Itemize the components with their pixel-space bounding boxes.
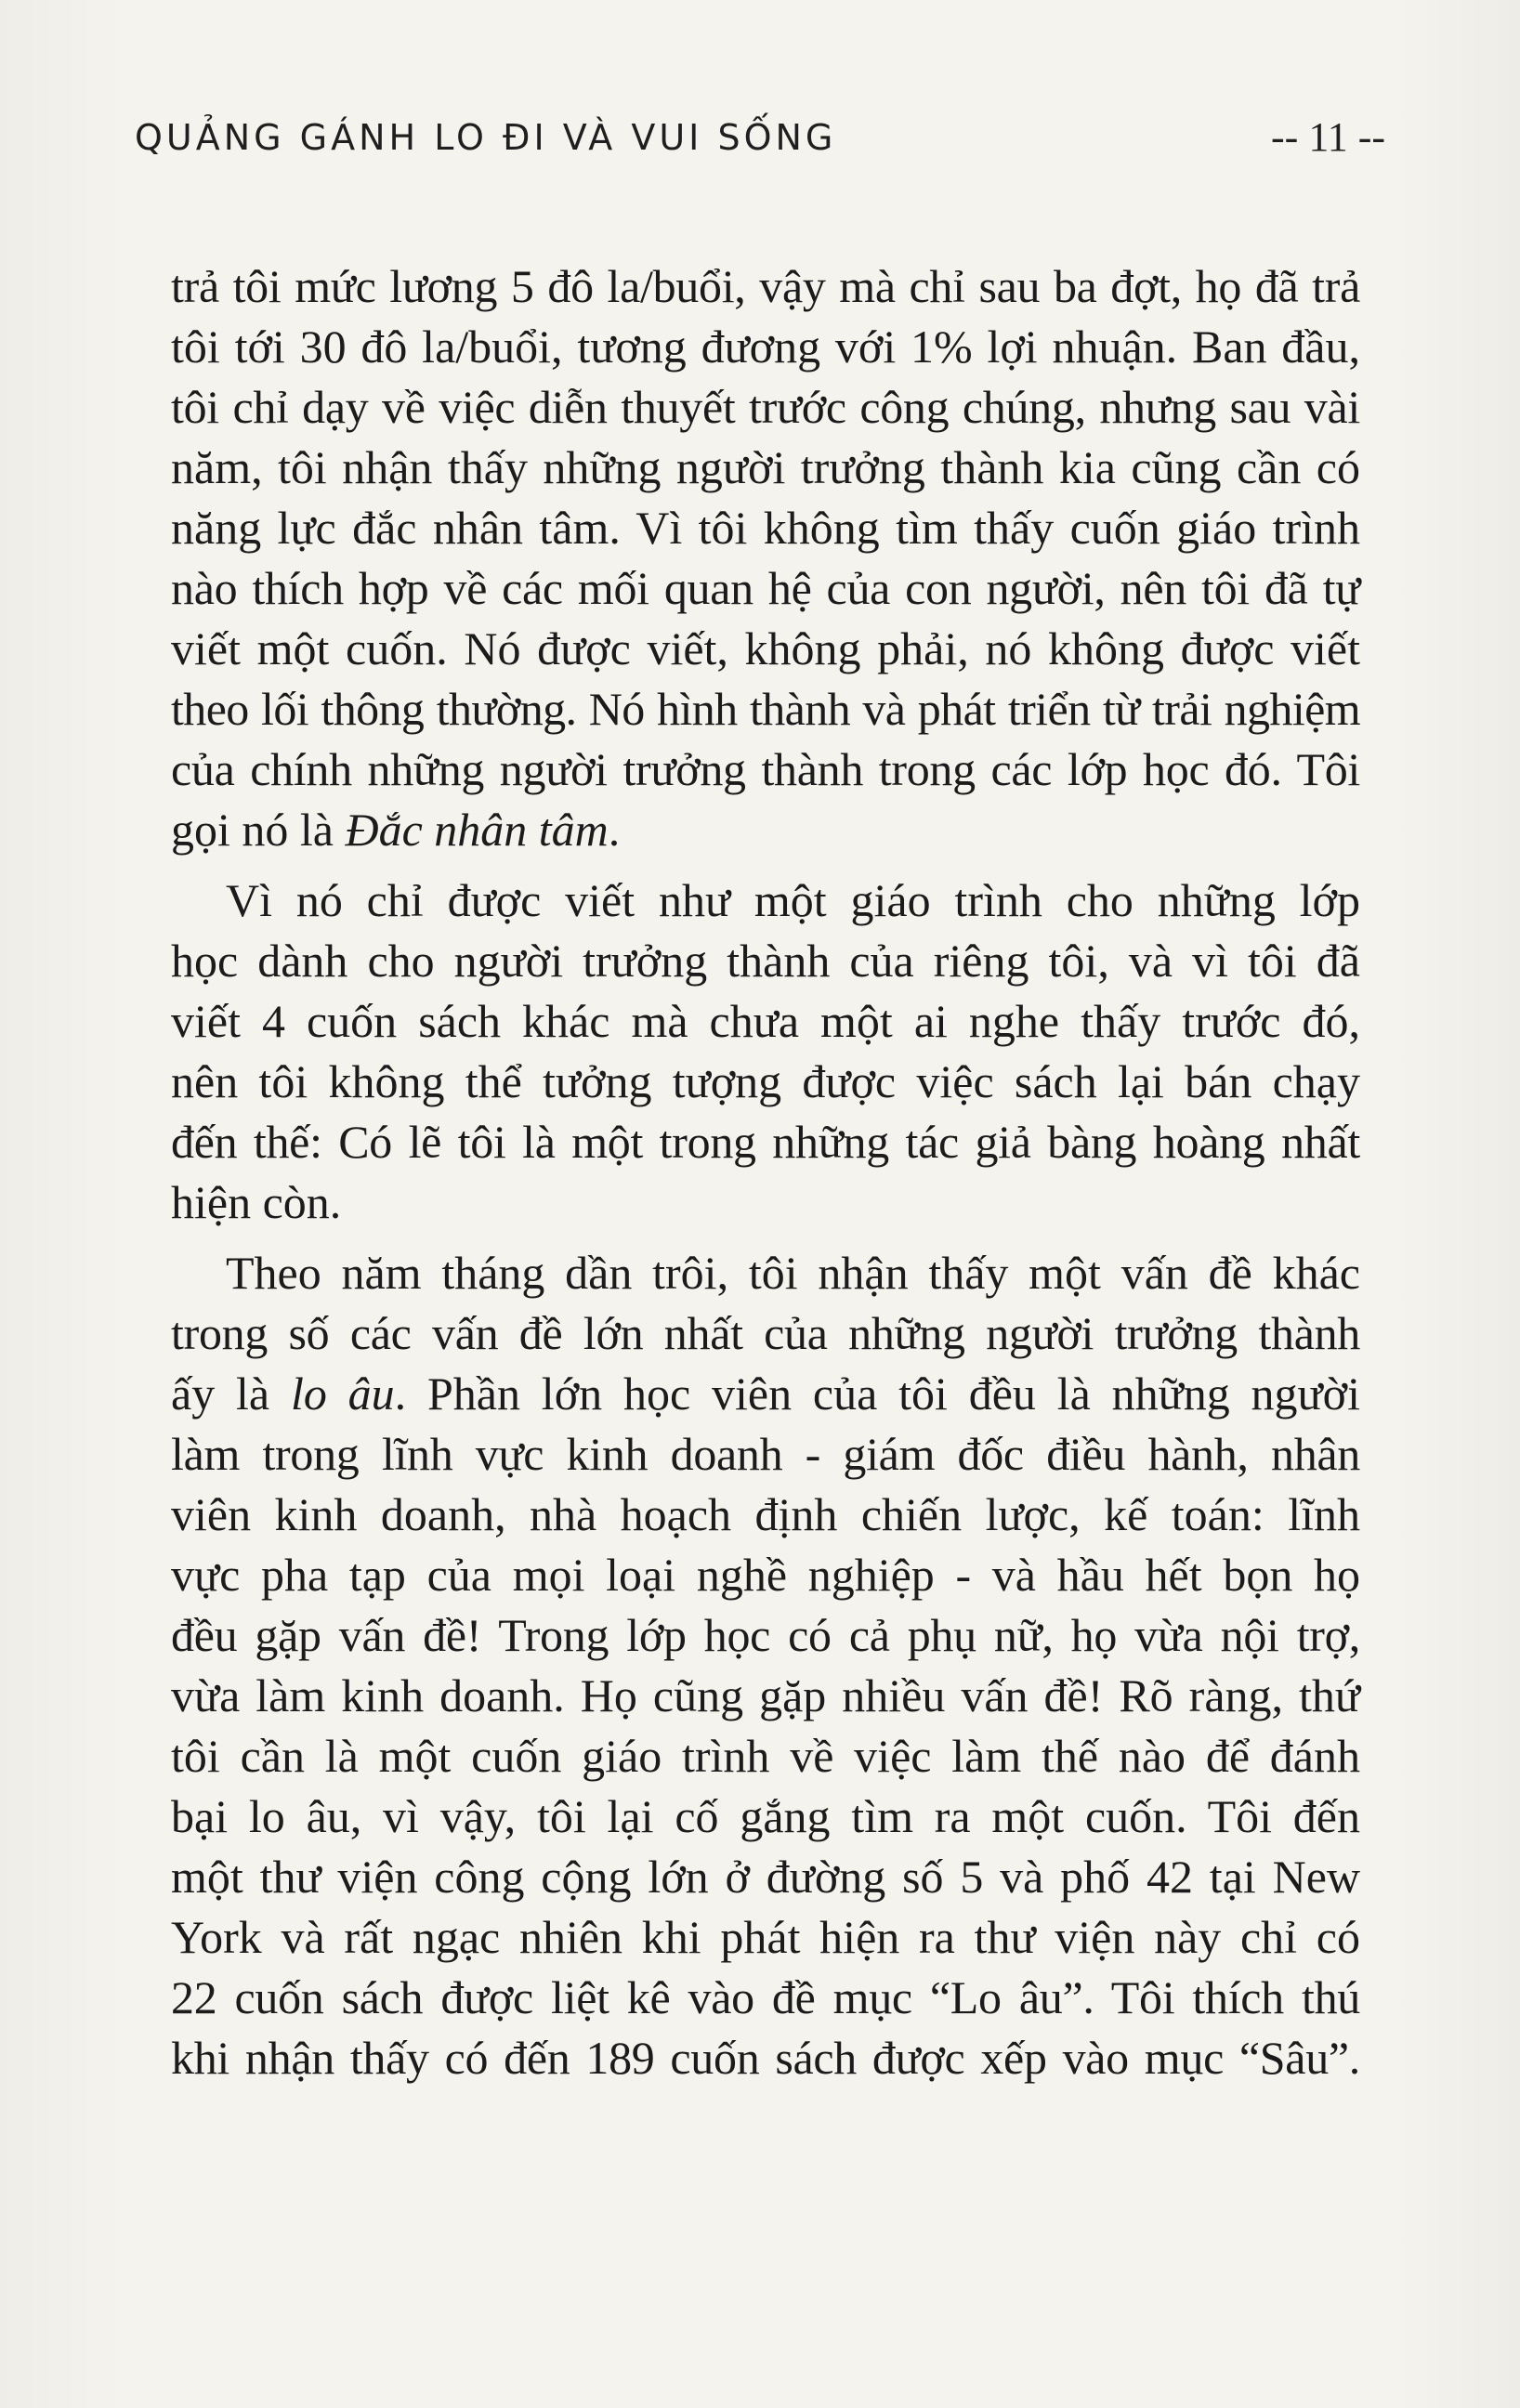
text-line: học dành cho người trưởng thành của riêng tôi, và vì tôi đã <box>171 935 1360 987</box>
text-line: 22 cuốn sách được liệt kê vào đề mục “Lo âu”. Tôi thích thú <box>171 1971 1360 2023</box>
paragraph-1 <box>171 256 1360 860</box>
text-line: tôi chỉ dạy về việc diễn thuyết trước công chúng, nhưng sau vài <box>171 381 1360 433</box>
text-line: một thư viện công cộng lớn ở đường số 5 và phố 42 tại New <box>171 1851 1360 1903</box>
text-line: vừa làm kinh doanh. Họ cũng gặp nhiều vấn đề! Rõ ràng, thứ <box>171 1669 1360 1721</box>
text-line: bại lo âu, vì vậy, tôi lại cố gắng tìm ra một cuốn. Tôi đến <box>171 1790 1360 1842</box>
text-fragment: . Phần lớn học viên của tôi đều là những người <box>394 1368 1360 1420</box>
text-line: năng lực đắc nhân tâm. Vì tôi không tìm thấy cuốn giáo trình <box>171 502 1360 554</box>
text-fragment: ấy là <box>171 1368 291 1420</box>
text-line: Theo năm tháng dần trôi, tôi nhận thấy một vấn đề khác <box>226 1247 1360 1299</box>
text-line: tôi tới 30 đô la/buổi, tương đương với 1% lợi nhuận. Ban đầu, <box>171 321 1360 373</box>
text-line: của chính những người trưởng thành trong các lớp học đó. Tôi <box>171 743 1360 795</box>
text-line: vực pha tạp của mọi loại nghề nghiệp - và hầu hết bọn họ <box>171 1549 1360 1601</box>
text-line: viết một cuốn. Nó được viết, không phải, nó không được viết <box>171 622 1360 674</box>
italic-book-title: Đắc nhân tâm <box>345 804 609 856</box>
text-line <box>171 800 1360 860</box>
text-line: nên tôi không thể tưởng tượng được việc sách lại bán chạy <box>171 1055 1360 1107</box>
text-line: làm trong lĩnh vực kinh doanh - giám đốc điều hành, nhân <box>171 1428 1360 1480</box>
text-line <box>171 1364 1360 1424</box>
text-line: viên kinh doanh, nhà hoạch định chiến lược, kế toán: lĩnh <box>171 1488 1360 1540</box>
body-text <box>171 256 1360 2099</box>
text-line: York và rất ngạc nhiên khi phát hiện ra thư viện này chỉ có <box>171 1911 1360 1963</box>
text-line: trả tôi mức lương 5 đô la/buổi, vậy mà chỉ sau ba đợt, họ đã trả <box>171 260 1360 312</box>
page-header <box>135 110 1385 165</box>
text-line: đều gặp vấn đề! Trong lớp học có cả phụ nữ, họ vừa nội trợ, <box>171 1609 1360 1661</box>
text-line: hiện còn. <box>171 1176 342 1228</box>
text-fragment: . <box>608 804 621 856</box>
running-title: QUẢNG GÁNH LO ĐI VÀ VUI SỐNG <box>135 117 837 158</box>
text-line: tôi cần là một cuốn giáo trình về việc làm thế nào để đánh <box>171 1730 1360 1782</box>
text-line: viết 4 cuốn sách khác mà chưa một ai nghe thấy trước đó, <box>171 995 1360 1047</box>
text-line: theo lối thông thường. Nó hình thành và phát triển từ trải nghiệm <box>171 683 1360 735</box>
text-line: Vì nó chỉ được viết như một giáo trình cho những lớp <box>226 874 1360 926</box>
italic-term: lo âu <box>290 1368 395 1420</box>
paragraph-3 <box>171 1243 1360 2088</box>
text-line: đến thế: Có lẽ tôi là một trong những tác giả bàng hoàng nhất <box>171 1116 1360 1168</box>
text-line: năm, tôi nhận thấy những người trưởng thành kia cũng cần có <box>171 441 1360 493</box>
text-line: trong số các vấn đề lớn nhất của những người trưởng thành <box>171 1307 1360 1359</box>
paragraph-2 <box>171 870 1360 1233</box>
text-line: nào thích hợp về các mối quan hệ của con người, nên tôi đã tự <box>171 562 1360 614</box>
text-line: khi nhận thấy có đến 189 cuốn sách được xếp vào mục “Sâu”. <box>171 2032 1360 2084</box>
page-number: -- 11 -- <box>1271 114 1385 160</box>
text-fragment: gọi nó là <box>171 804 346 856</box>
